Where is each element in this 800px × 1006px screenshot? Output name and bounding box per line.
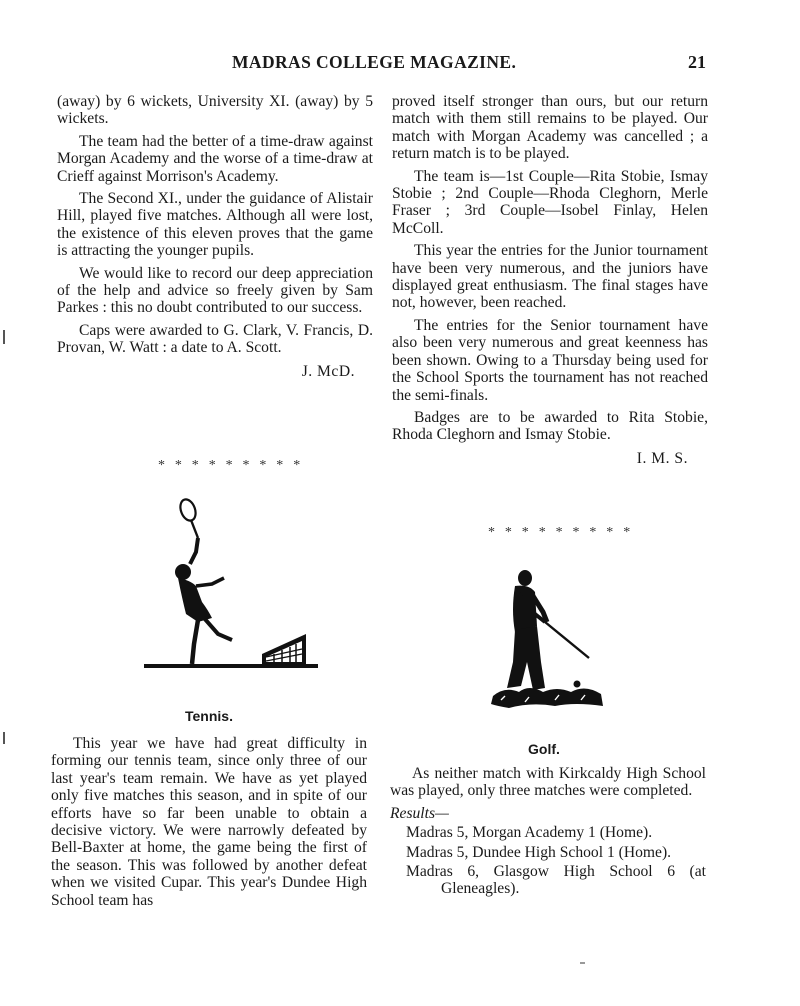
tennis-player-illustration <box>138 494 328 679</box>
paragraph: This year the entries for the Junior tournament have been very numerous, and the juniors have displayed great enthusiasm. The final stages have not, however, been reached. <box>392 242 708 312</box>
left-column-text <box>57 93 373 380</box>
tennis-heading: Tennis. <box>185 708 233 724</box>
result-item: Madras 6, Glasgow High School 6 (at Gleneagles). <box>406 863 706 898</box>
paragraph: We would like to record our deep appreciation of the help and advice so freely given by Sam Parkes : this no doubt contributed to our success. <box>57 264 373 317</box>
tennis-net-icon <box>262 634 306 666</box>
section-separator: * * * * * * * * * <box>158 458 304 473</box>
author-signature: J. McD. <box>301 362 355 380</box>
paragraph: (away) by 6 wickets, University XI. (away) by 5 wickets. <box>57 93 373 128</box>
page-number: 21 <box>688 52 706 72</box>
paragraph: This year we have had great difficulty in forming our tennis team, since only three of our last year's team remain. We have as yet played only five matches this season, and in spite of our efforts have so far been unable to obtain a decisive victory. We were narrowly defeated by Bell-Baxter at home, the game being the first of the season. This was followed by another defeat when we visited Cupar. This year's Dundee High School team has <box>51 735 367 909</box>
golf-text <box>390 765 706 900</box>
paragraph: As neither match with Kirkcaldy High School was played, only three matches were completed. <box>390 765 706 800</box>
section-separator: * * * * * * * * * <box>488 525 634 540</box>
paragraph: Caps were awarded to G. Clark, V. Francis, D. Provan, W. Watt : a date to A. Scott. <box>57 321 373 357</box>
author-signature: I. M. S. <box>636 449 688 467</box>
golfer-illustration <box>485 566 615 716</box>
tennis-racket-icon <box>178 497 199 522</box>
paragraph: Badges are to be awarded to Rita Stobie, Rhoda Cleghorn and Ismay Stobie. <box>392 408 708 444</box>
golf-heading: Golf. <box>528 741 560 757</box>
right-column-text <box>392 93 708 467</box>
tennis-text <box>51 735 367 914</box>
scan-margin-mark <box>3 732 5 744</box>
paragraph: proved itself stronger than ours, but our return match with them still remains to be played. Our match with Morgan Academy was cancelled ; a return match is to be played. <box>392 93 708 163</box>
scan-margin-mark <box>3 330 5 344</box>
paragraph: The entries for the Senior tournament have also been very numerous and great keenness has been shown. Owing to a Thursday being used for the School Sports the tournament has not reached the semi-finals. <box>392 316 708 404</box>
golf-club-icon <box>545 622 589 658</box>
paragraph: The team is—1st Couple—Rita Stobie, Ismay Stobie ; 2nd Couple—Rhoda Cleghorn, Merle Fraser ; 3rd Couple—Isobel Finlay, Helen McColl. <box>392 167 708 237</box>
result-item: Madras 5, Dundee High School 1 (Home). <box>406 843 672 861</box>
paragraph: The team had the better of a time-draw against Morgan Academy and the worse of a time-draw at Crieff against Morrison's Academy. <box>57 132 373 185</box>
scan-speck <box>580 962 585 964</box>
paragraph: The Second XI., under the guidance of Alistair Hill, played five matches. Although all were lost, the existence of this eleven proves that the game is attracting the younger pupils. <box>57 190 373 260</box>
results-label: Results— <box>390 804 449 822</box>
result-item: Madras 5, Morgan Academy 1 (Home). <box>406 824 653 842</box>
magazine-title: MADRAS COLLEGE MAGAZINE. <box>232 52 517 72</box>
page-header <box>0 52 800 78</box>
golf-ball-icon <box>574 681 581 688</box>
